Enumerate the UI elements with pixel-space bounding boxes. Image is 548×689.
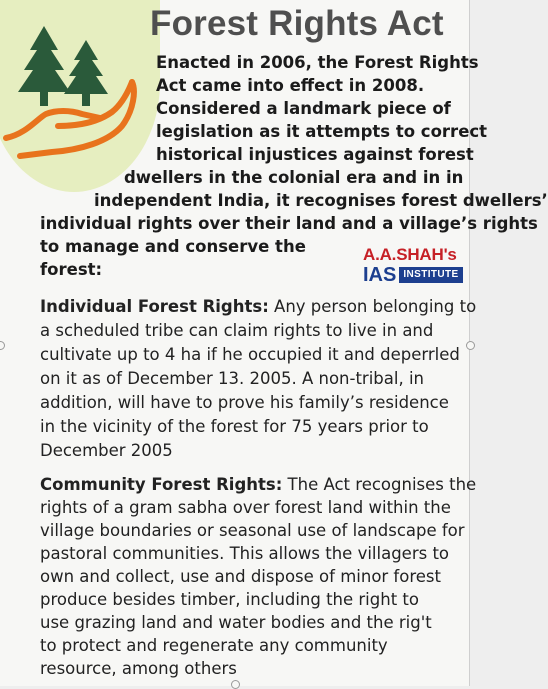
individual-heading: Individual Forest Rights: (40, 297, 269, 316)
crop-handle-right (466, 341, 475, 350)
individual-line: cultivate up to 4 ha if he occupied it and deperrled (40, 345, 460, 364)
brand-name: A.A.SHAH's (363, 245, 457, 264)
community-line: pastoral communities. This allows the villagers to (40, 544, 450, 563)
hand-holding-trees-icon (0, 18, 150, 158)
individual-line: December 2005 (40, 441, 173, 460)
brand-ias: IAS (363, 264, 397, 286)
community-line: use grazing land and water bodies and the rig't (40, 613, 432, 632)
page-title: Forest Rights Act (150, 4, 444, 43)
community-line: to protect and regenerate any community (40, 636, 388, 655)
community-line: village boundaries or seasonal use of landscape for (40, 521, 465, 540)
intro-line: dwellers in the colonial era and in in (124, 168, 464, 187)
intro-line: Considered a landmark piece of (156, 99, 451, 118)
community-line: own and collect, use and dispose of minor forest (40, 567, 441, 586)
individual-line: in the vicinity of the forest for 75 years prior to (40, 417, 429, 436)
intro-line: forest: (40, 260, 103, 279)
individual-line (40, 296, 476, 318)
community-heading: Community Forest Rights: (40, 475, 283, 494)
community-line (40, 474, 476, 496)
brand-institute: INSTITUTE (399, 267, 462, 283)
community-line: produce besides timber, including the right to (40, 590, 419, 609)
community-line: resource, among others (40, 659, 237, 678)
individual-line: a scheduled tribe can claim rights to live in and (40, 321, 434, 340)
intro-line: Enacted in 2006, the Forest Rights (156, 53, 479, 72)
individual-text: Any person belonging to (268, 297, 477, 316)
individual-line: on it as of December 13. 2005. A non-tribal, in (40, 369, 425, 388)
intro-line: to manage and conserve the (40, 237, 306, 256)
intro-line: historical injustices against forest (156, 145, 474, 164)
intro-line: legislation as it attempts to correct (156, 122, 488, 141)
individual-line: addition, will have to prove his family’s residence (40, 393, 449, 412)
community-line: rights of a gram sabha over forest land within the (40, 498, 451, 517)
brand-logo (363, 246, 463, 285)
crop-handle-bottom (231, 680, 240, 689)
intro-line: Act came into effect in 2008. (156, 76, 425, 95)
community-text: The Act recognises the (282, 475, 477, 494)
intro-line: independent India, it recognises forest dwellers’ (94, 191, 548, 210)
intro-line: individual rights over their land and a village’s rights (40, 214, 538, 233)
